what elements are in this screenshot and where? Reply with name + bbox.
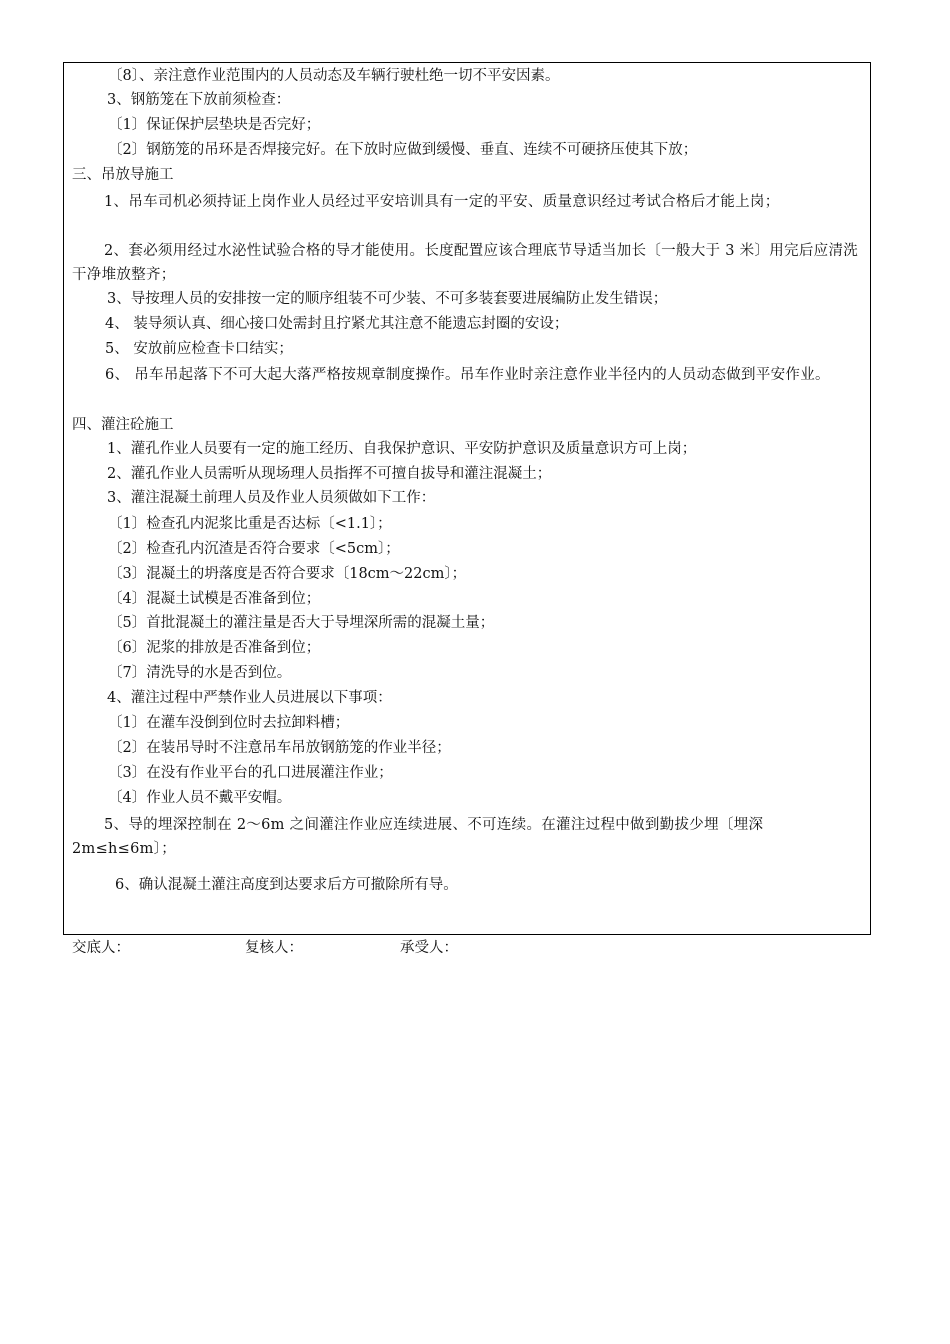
text-line: 〔7〕清洗导的水是否到位。: [108, 665, 292, 681]
text-line: 〔4〕混凝土试模是否准备到位；: [108, 591, 321, 607]
text-line: 〔8〕、亲注意作业范围内的人员动态及车辆行驶杜绝一切不平安因素。: [108, 68, 560, 84]
receiver-label: 承受人：: [400, 940, 458, 956]
text-line: 3、导按理人员的安排按一定的顺序组装不可少装、不可多装套要进展编防止发生错误；: [107, 291, 668, 307]
section-heading: 三、吊放导施工: [72, 167, 174, 183]
text-line: 〔2〕钢筋笼的吊环是否焊接完好。在下放时应做到缓慢、垂直、连续不可硬挤压使其下放；: [108, 142, 698, 158]
text-line: 〔3〕混凝土的坍落度是否符合要求〔18cm～22cm〕；: [108, 566, 467, 582]
text-paragraph: 1、吊车司机必须持证上岗作业人员经过平安培训具有一定的平安、质量意识经过考试合格后才能上岗；: [104, 194, 780, 210]
text-line: 5、 安放前应检查卡口结实；: [105, 341, 293, 357]
text-line: 6、确认混凝土灌注高度到达要求后方可撤除所有导。: [115, 877, 458, 893]
text-line: 1、灌孔作业人员要有一定的施工经历、自我保护意识、平安防护意识及质量意识方可上岗；: [107, 441, 697, 457]
section-heading: 四、灌注砼施工: [72, 417, 174, 433]
text-line: 〔3〕在没有作业平台的孔口进展灌注作业；: [108, 765, 393, 781]
text-line: 〔1〕在灌车没倒到位时去拉卸料槽；: [108, 715, 350, 731]
text-line: 3、灌注混凝土前理人员及作业人员须做如下工作：: [107, 490, 436, 506]
text-paragraph: 2、套必须用经过水泌性试验合格的导才能使用。长度配置应该合理底节导适当加长〔一般大于 3 米〕用完后应清洗干净堆放整齐；: [72, 243, 859, 283]
handover-person-label: 交底人：: [72, 940, 130, 956]
text-paragraph: 5、导的埋深控制在 2～6m 之间灌注作业应连续进展、不可连续。在灌注过程中做到勤拔少埋〔埋深 2m≤h≤6m〕；: [72, 817, 764, 857]
text-line: 〔1〕保证保护层垫块是否完好；: [108, 117, 321, 133]
text-line: 〔2〕检查孔内沉渣是否符合要求〔<5cm〕；: [108, 541, 400, 557]
text-line: 〔6〕泥浆的排放是否准备到位；: [108, 640, 321, 656]
text-line: 3、钢筋笼在下放前须检查：: [107, 92, 291, 108]
text-line: 〔1〕检查孔内泥浆比重是否达标〔<1.1〕；: [108, 516, 392, 532]
reviewer-label: 复核人：: [245, 940, 303, 956]
text-line: 〔2〕在装吊导时不注意吊车吊放钢筋笼的作业半径；: [108, 740, 451, 756]
text-line: 〔4〕作业人员不戴平安帽。: [108, 790, 292, 806]
text-line: 4、灌注过程中严禁作业人员进展以下事项：: [107, 690, 392, 706]
text-line: 〔5〕首批混凝土的灌注量是否大于导埋深所需的混凝土量；: [108, 615, 495, 631]
text-line: 2、灌孔作业人员需听从现场理人员指挥不可擅自拔导和灌注混凝土；: [107, 466, 552, 482]
text-paragraph: 6、 吊车吊起落下不可大起大落严格按规章制度操作。吊车作业时亲注意作业半径内的人员动态做到平安作业。: [105, 367, 830, 383]
text-line: 4、 装导须认真、细心接口处需封且拧紧尤其注意不能遗忘封圈的安设；: [105, 316, 569, 332]
